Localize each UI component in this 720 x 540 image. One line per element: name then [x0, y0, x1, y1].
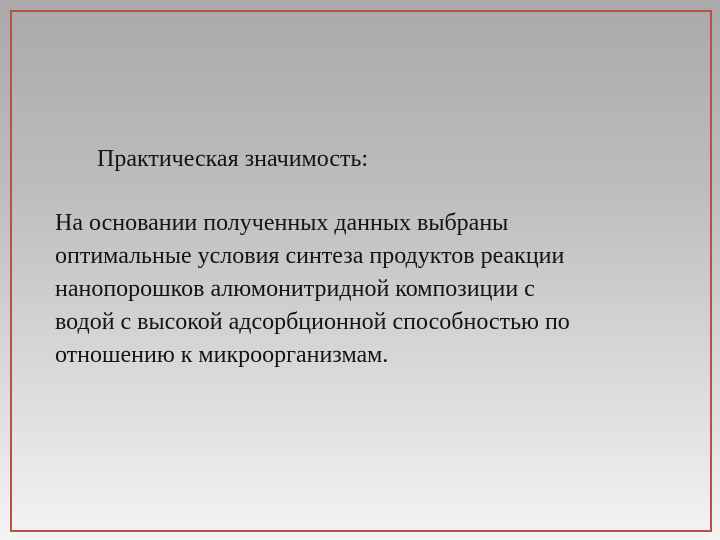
slide-heading: Практическая значимость:: [97, 146, 369, 172]
body-line: На основании полученных данных выбраны: [55, 210, 509, 236]
slide-body-text: [55, 207, 675, 372]
body-line: оптимальные условия синтеза продуктов реакции: [55, 243, 565, 269]
body-line: отношению к микроорганизмам.: [55, 342, 389, 368]
body-line: водой с высокой адсорбционной способностью по: [55, 309, 570, 335]
body-line: нанопорошков алюмонитридной композиции с: [55, 276, 535, 302]
